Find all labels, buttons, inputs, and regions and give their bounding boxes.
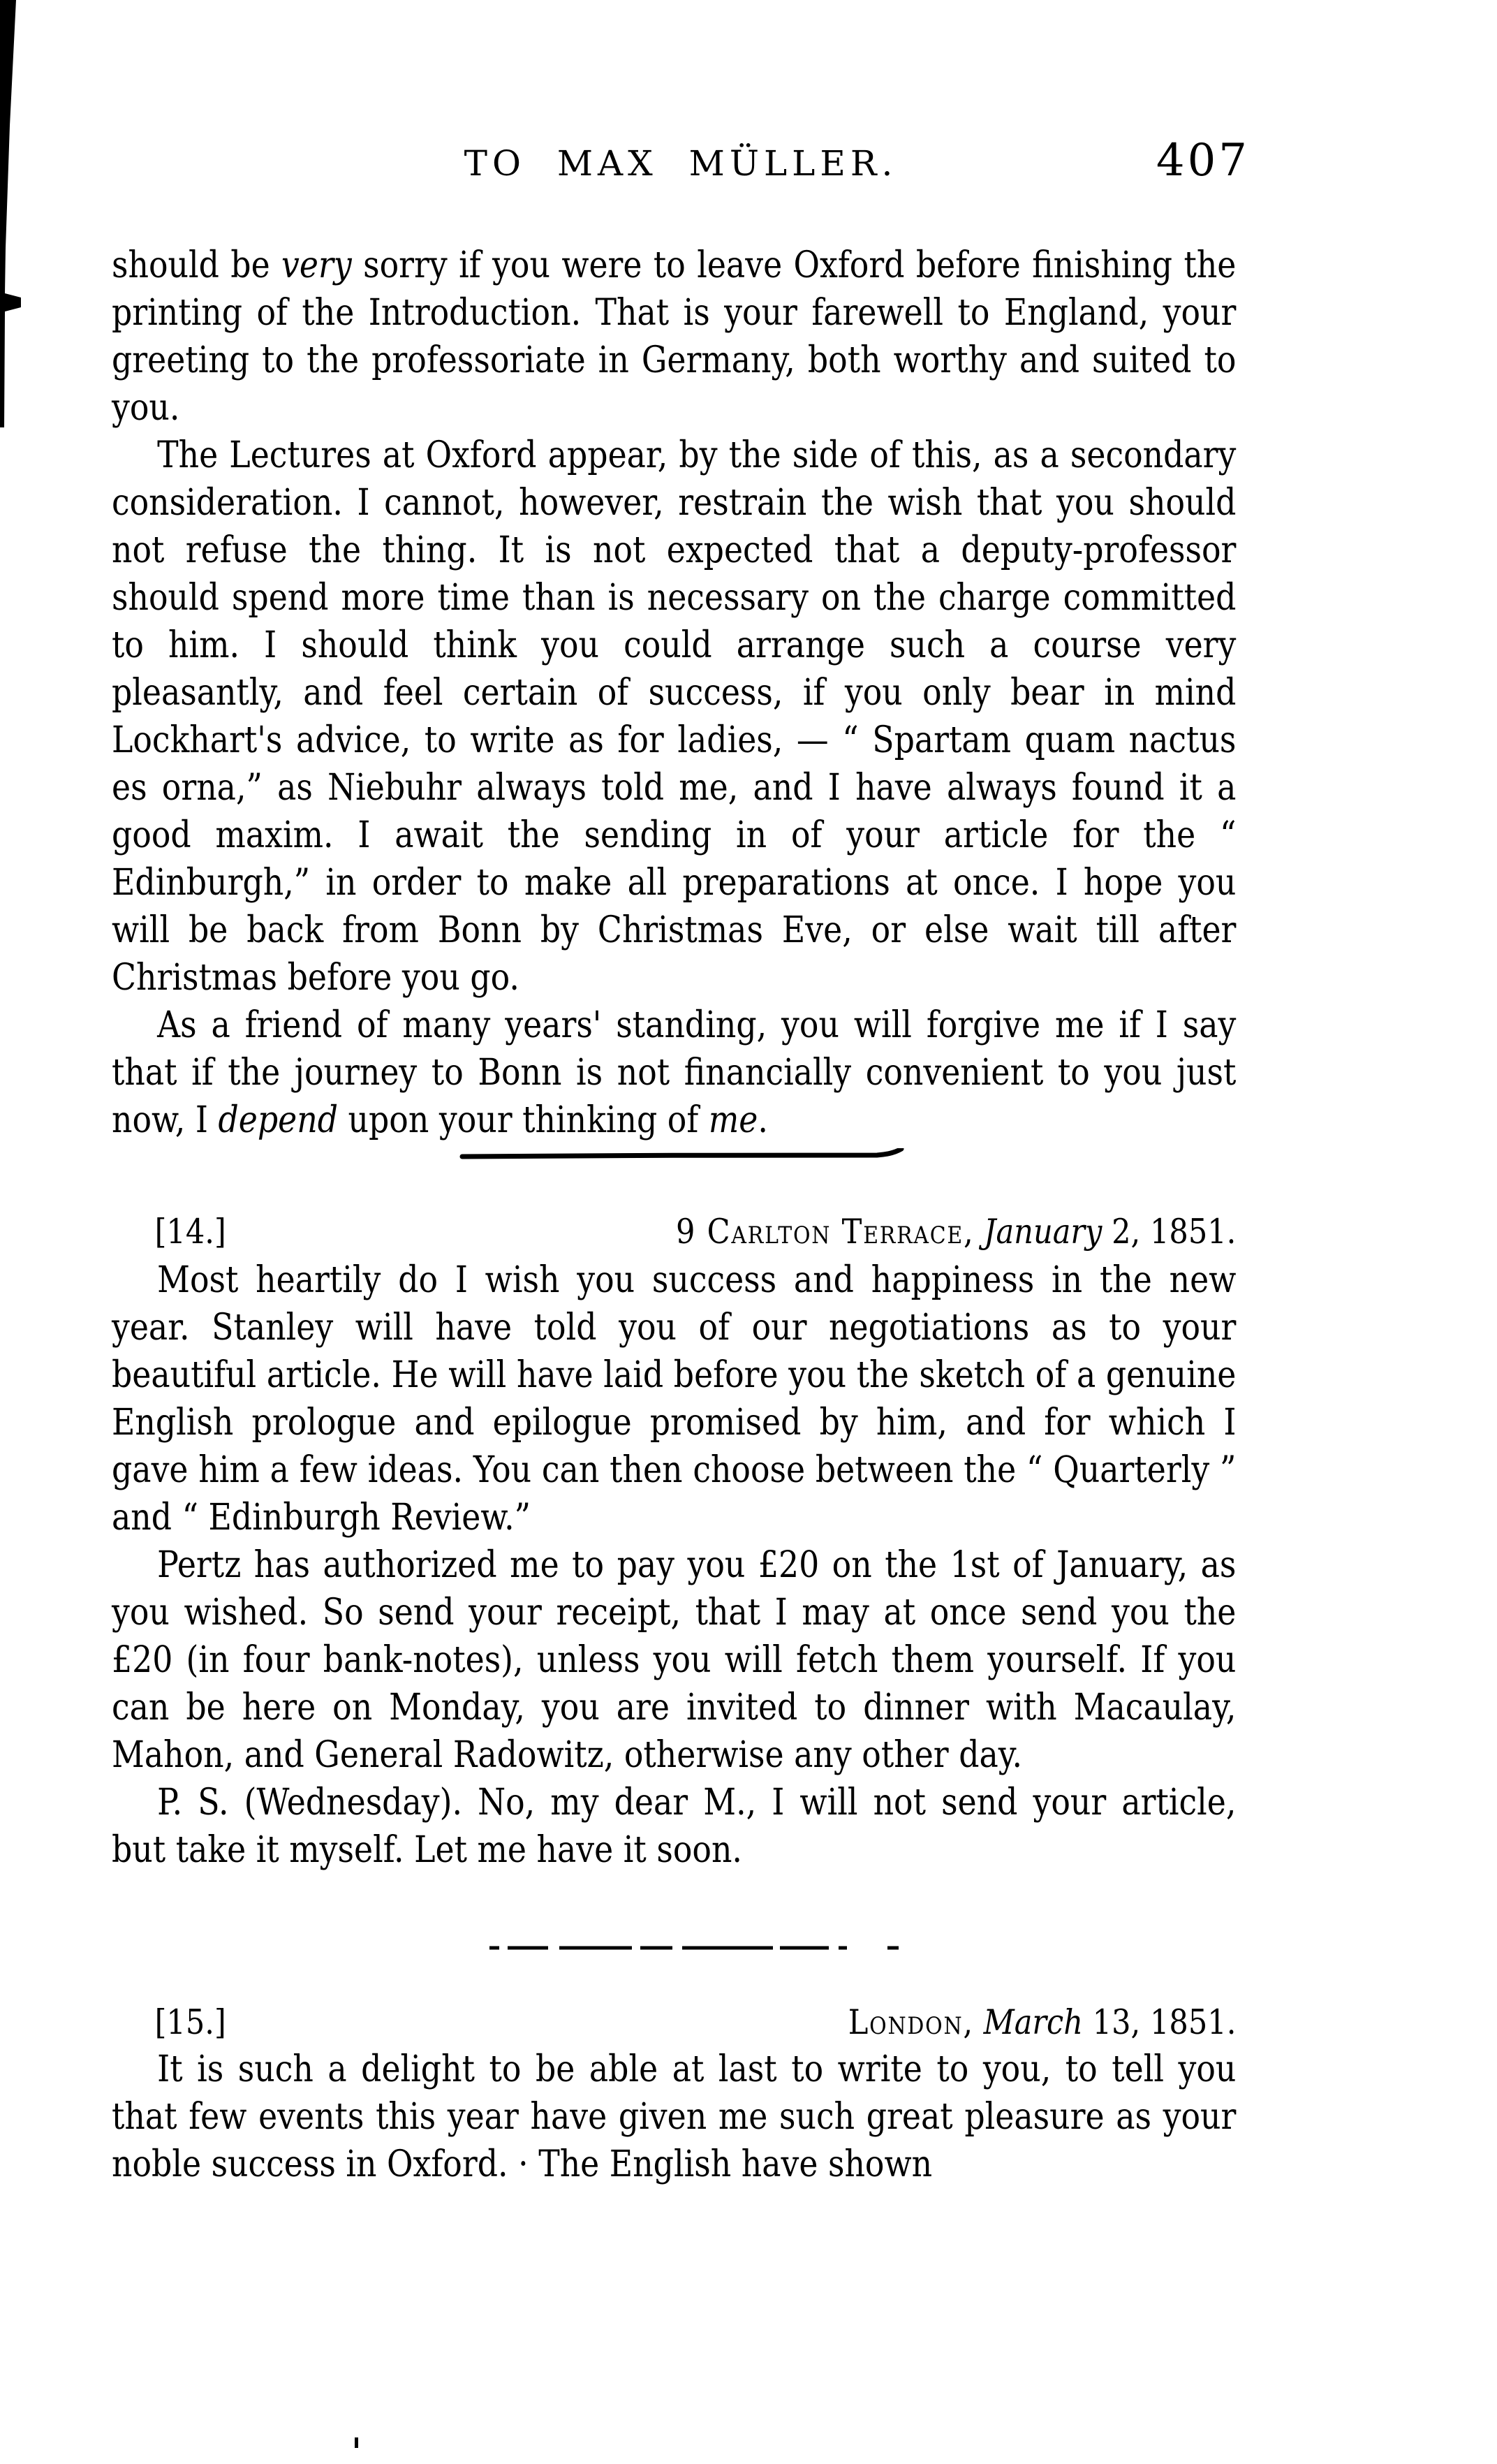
letter-dateline: London, March 13, 1851. — [848, 2002, 1237, 2042]
page-number: 407 — [1156, 135, 1250, 186]
page-title: TO MAX MÜLLER. — [464, 143, 898, 184]
letter-paragraph: It is such a delight to be able at last to write to you, to tell you that few events this year have given me such great pleasure as your noble success in Oxford. · The English have shown — [112, 2048, 1237, 2185]
letter-paragraph: should be very sorry if you were to leave Oxford before finishing the printing of the Introduction. That is your farewell to England, your greeting to the professoriate in Germany, both worthy and suited to you. — [112, 244, 1237, 429]
section-divider — [459, 1148, 906, 1164]
scan-speck-artifact — [355, 2437, 358, 2448]
letter-paragraph: Pertz has authorized me to pay you £20 on the 1st of January, as you wished. So send your receipt, that I may at once send you the £20 (in four bank-notes), unless you will fetch them yourself. If you can be here on Monday, you are invited to dinner with Macaulay, Mahon, and General Radowitz, otherwise any other day. — [112, 1544, 1237, 1776]
letter-paragraph: The Lectures at Oxford appear, by the side of this, as a secondary consideration. I cannot, however, restrain the wish that you should not refuse the thing. It is not expected that a deputy-professor should spend more time than is necessary on the charge committed to him. I should think you could arrange such a course very pleasantly, and feel certain of success, if you only bear in mind Lockhart's advice, to write as for ladies, — “ Spartam quam nactus es orna,” as Niebuhr always told me, and I have always found it a good maxim. I await the sending in of your article for the “ Edinburgh,” in order to make all preparations at once. I hope you will be back from Bonn by Christmas Eve, or else wait till after Christmas before you go. — [112, 434, 1237, 999]
letter-paragraph: Most heartily do I wish you success and happiness in the new year. Stanley will have told you of our negotiations as to your beautiful article. He will have laid before you the sketch of a genuine English prologue and epilogue promised by him, and for which I gave him a few ideas. You can then choose between the “ Quarterly ” and “ Edinburgh Review.” — [112, 1259, 1237, 1539]
letter-15-body — [112, 2046, 1236, 2188]
divider-dashed-line — [487, 1944, 920, 1952]
letter-number: [15.] — [154, 2002, 226, 2042]
divider-line — [459, 1148, 906, 1161]
letter-paragraph: P. S. (Wednesday). No, my dear M., I will not send your article, but take it myself. Let me have it soon. — [112, 1782, 1237, 1871]
letter-paragraph: As a friend of many years' standing, you will forgive me if I say that if the journey to Bonn is not financially convenient to you just now, I depend upon your thinking of me. — [112, 1004, 1237, 1141]
letter-14-heading — [112, 1210, 1236, 1254]
section-divider-dashed — [487, 1942, 920, 1955]
letter-15-heading — [112, 2001, 1236, 2044]
running-header — [112, 135, 1250, 206]
scan-edge-artifact — [0, 0, 21, 430]
letter-continuation-body — [112, 242, 1236, 1144]
letter-dateline: 9 Carlton Terrace, January 2, 1851. — [676, 1212, 1237, 1252]
letter-14-body — [112, 1256, 1236, 1874]
letter-number: [14.] — [154, 1212, 226, 1252]
